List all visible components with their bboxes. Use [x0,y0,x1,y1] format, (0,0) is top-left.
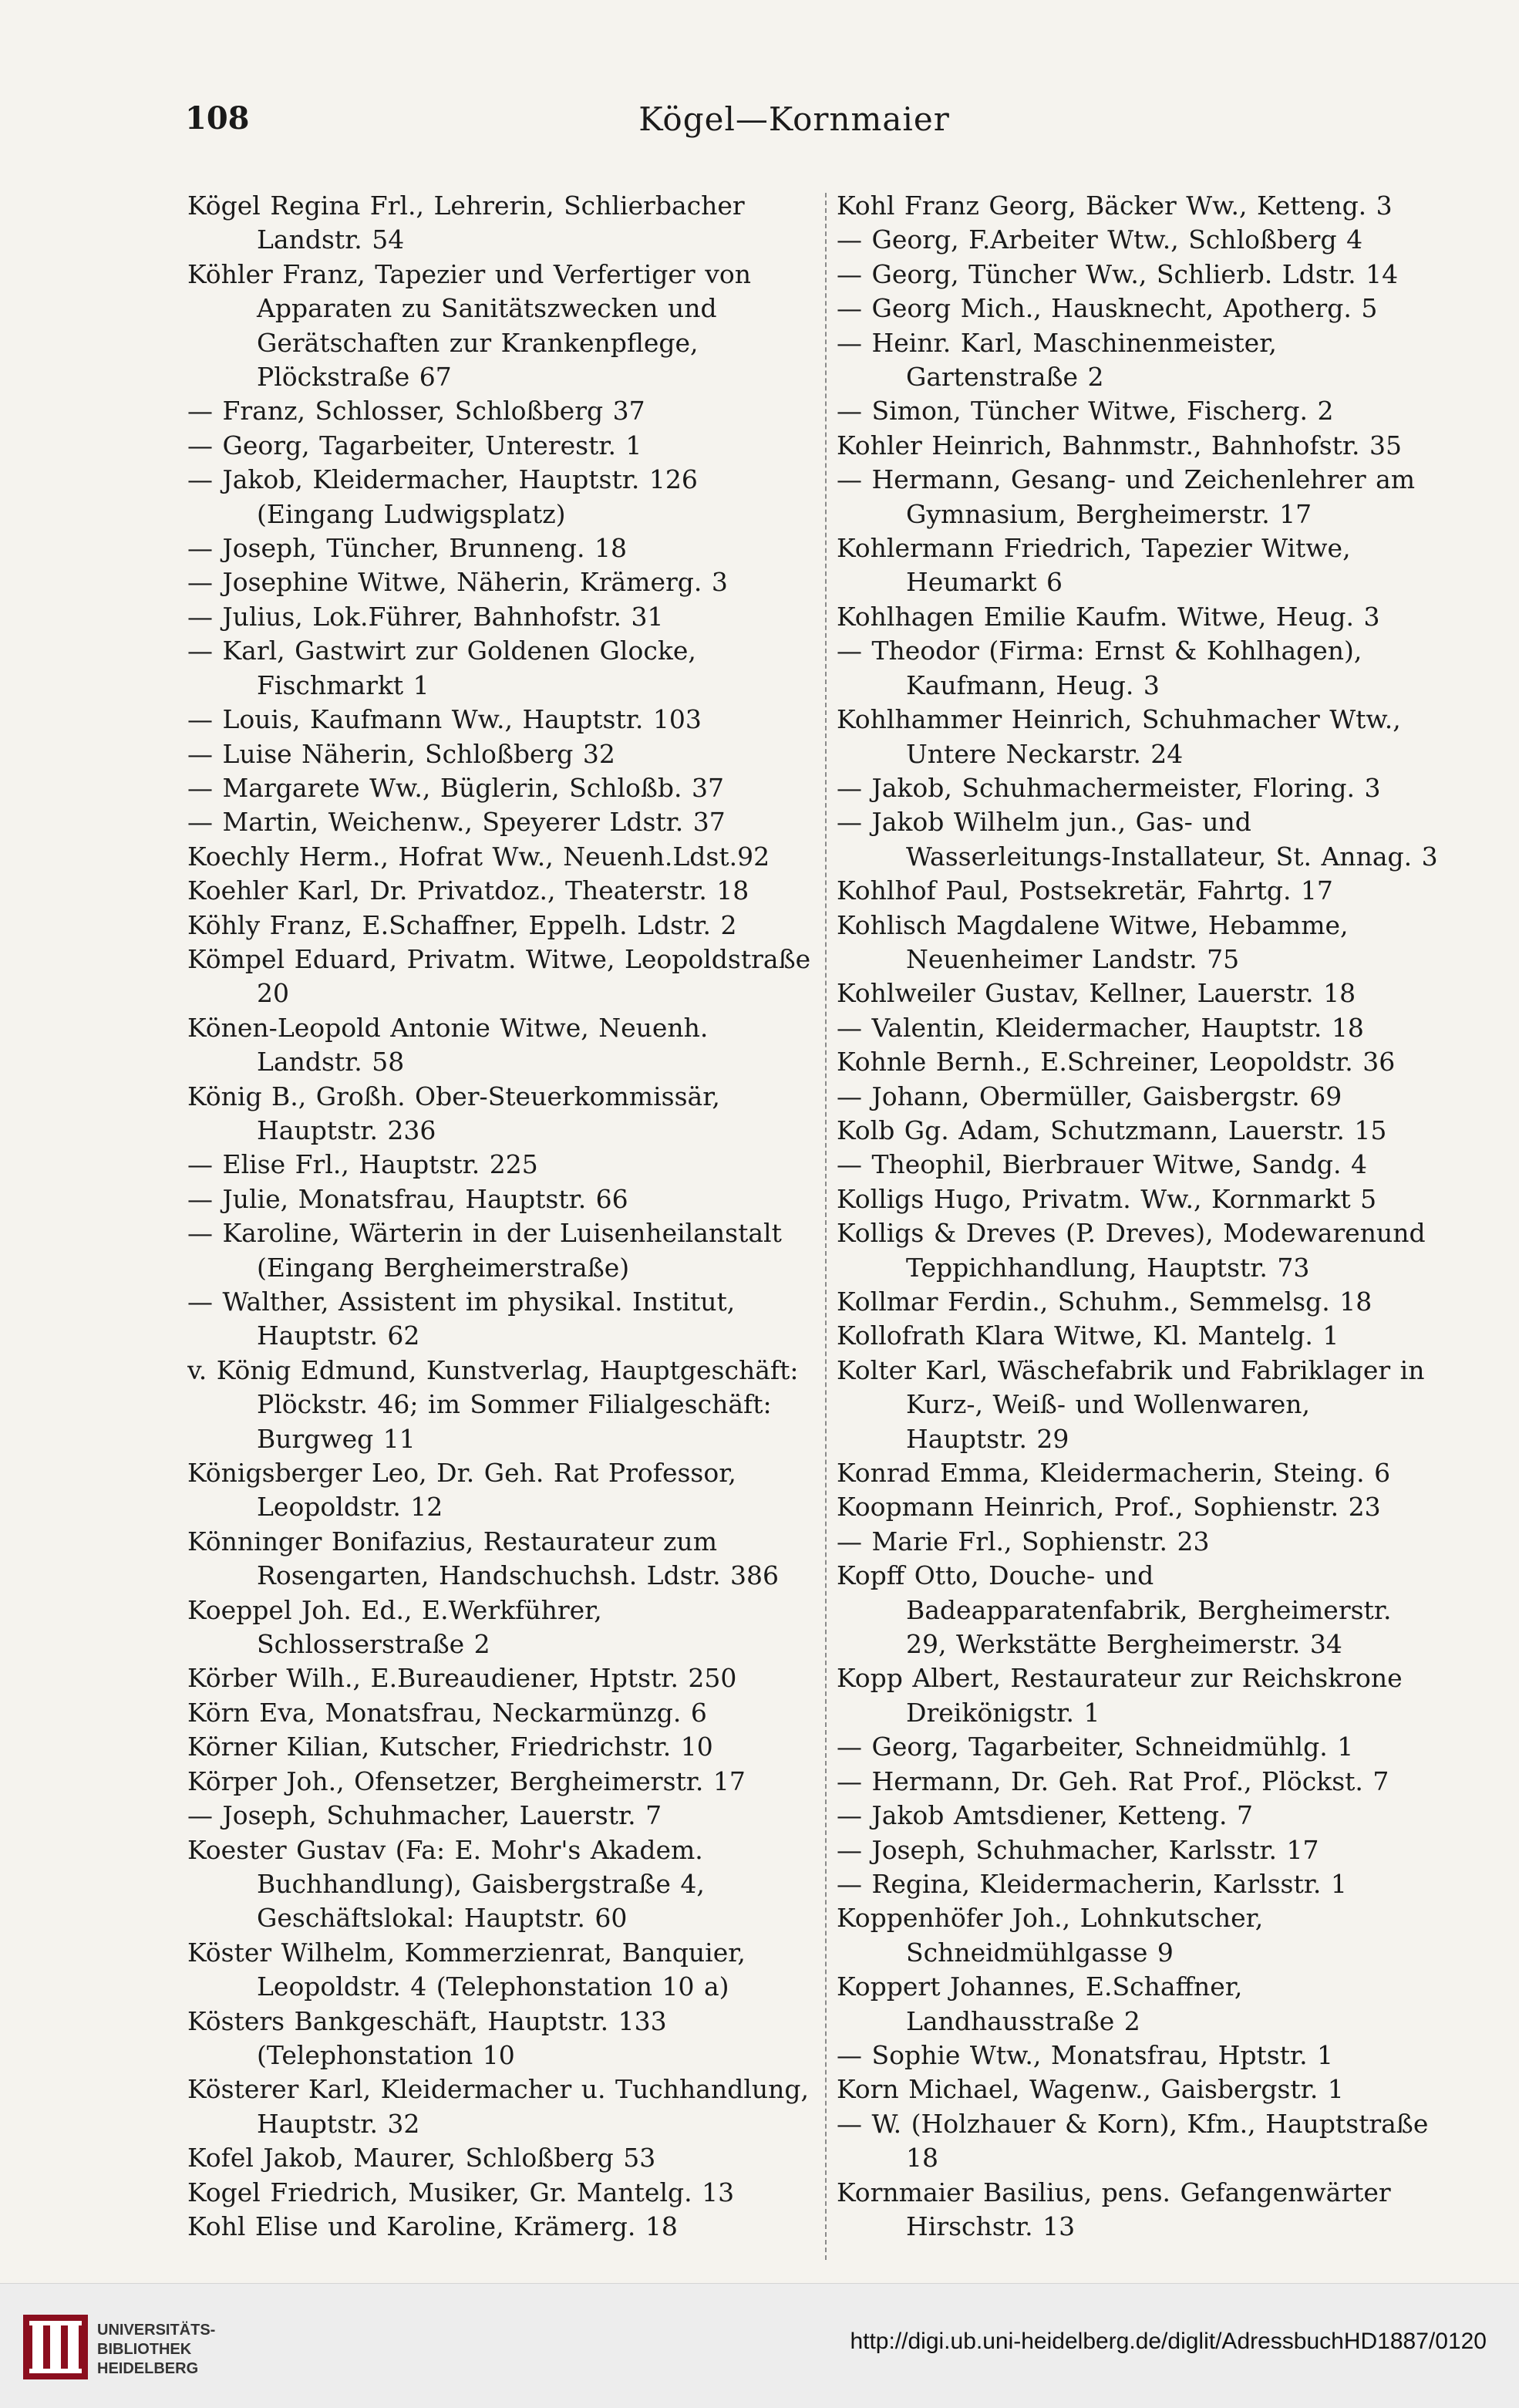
directory-entry: Körper Joh., Ofensetzer, Bergheimerstr. 17 [187,1766,746,1796]
page-header [185,100,1403,147]
footer-bar [0,2283,1519,2408]
left-column [187,189,812,2264]
directory-entry: Könninger Bonifazius, Restaurateur zum Rosengarten, Handschuchsh. Ldstr. 386 [187,1526,780,1591]
directory-entry: — Regina, Kleidermacherin, Karlsstr. 1 [837,1868,1347,1899]
directory-entry: — Georg, F.Arbeiter Wtw., Schloßberg 4 [837,224,1363,255]
directory-entry: Koeppel Joh. Ed., E.Werkführer, Schlosserstraße 2 [187,1594,602,1660]
directory-entry: Kogel Friedrich, Musiker, Gr. Mantelg. 13 [187,2177,735,2207]
directory-entry: Kolligs Hugo, Privatm. Ww., Kornmarkt 5 [837,1183,1377,1214]
directory-entry: — Sophie Wtw., Monatsfrau, Hptstr. 1 [837,2039,1334,2070]
directory-entry: Königsberger Leo, Dr. Geh. Rat Professor, Leopoldstr. 12 [187,1458,736,1523]
directory-entry: — Julius, Lok.Führer, Bahnhofstr. 31 [187,601,664,632]
directory-entry: Kornmaier Basilius, pens. Gefangenwärter Hirschstr. 13 [837,2177,1391,2241]
directory-entry: Kolter Karl, Wäschefabrik und Fabriklager in Kurz-, Weiß- und Wollenwaren, Hauptstr. 29 [837,1354,1425,1454]
directory-entry: — Walther, Assistent im physikal. Institut, Hauptstr. 62 [187,1287,736,1351]
directory-entry: — Jakob, Kleidermacher, Hauptstr. 126 (Eingang Ludwigsplatz) [187,464,698,529]
directory-entry: Kohnle Bernh., E.Schreiner, Leopoldstr. 36 [837,1047,1396,1078]
directory-entry: Kohl Franz Georg, Bäcker Ww., Ketteng. 3 [837,191,1393,221]
directory-entry: — Georg, Tagarbeiter, Schneidmühlg. 1 [837,1732,1354,1762]
directory-entry: — Joseph, Tüncher, Brunneng. 18 [187,533,627,564]
directory-entry: — Julie, Monatsfrau, Hauptstr. 66 [187,1183,628,1214]
directory-entry: — Karl, Gastwirt zur Goldenen Glocke, Fischmarkt 1 [187,636,696,700]
source-url-link[interactable]: http://digi.ub.uni-heidelberg.de/diglit/AdressbuchHD1887/0120 [850,2329,1487,2354]
directory-entry: — Louis, Kaufmann Ww., Hauptstr. 103 [187,704,702,735]
directory-entry: — Elise Frl., Hauptstr. 225 [187,1149,538,1180]
directory-entry: Kohler Heinrich, Bahnmstr., Bahnhofstr. 35 [837,430,1403,460]
directory-entry: Kösters Bankgeschäft, Hauptstr. 133 (Telephonstation 10 [187,2005,667,2070]
column-divider [825,193,827,2260]
directory-entry: v. König Edmund, Kunstverlag, Hauptgeschäft: Plöckstr. 46; im Sommer Filialgeschäft: Burgweg 11 [187,1354,799,1454]
directory-entry: Kohlweiler Gustav, Kellner, Lauerstr. 18 [837,978,1356,1009]
directory-entry: — Simon, Tüncher Witwe, Fischerg. 2 [837,396,1334,427]
directory-entry: — Georg Mich., Hausknecht, Apotherg. 5 [837,293,1378,324]
directory-entry: Kömpel Eduard, Privatm. Witwe, Leopoldstraße 20 [187,943,811,1009]
directory-entry: Kohlhammer Heinrich, Schuhmacher Wtw., Untere Neckarstr. 24 [837,704,1401,769]
directory-entry: Kopp Albert, Restaurateur zur Reichskrone Dreikönigstr. 1 [837,1663,1403,1728]
directory-entry: — Georg, Tagarbeiter, Unterestr. 1 [187,430,642,460]
directory-entry: Konrad Emma, Kleidermacherin, Steing. 6 [837,1458,1391,1489]
directory-entry: — Franz, Schlosser, Schloßberg 37 [187,396,645,427]
directory-entry: — Valentin, Kleidermacher, Hauptstr. 18 [837,1012,1364,1043]
directory-entry: Körn Eva, Monatsfrau, Neckarmünzg. 6 [187,1697,707,1728]
directory-entry: — W. (Holzhauer & Korn), Kfm., Hauptstraße 18 [837,2108,1429,2174]
directory-entry: — Jakob, Schuhmachermeister, Floring. 3 [837,772,1381,803]
directory-entry: — Jakob Wilhelm jun., Gas- und Wasserleitungs-Installateur, St. Annag. 3 [837,807,1438,872]
directory-entry: — Martin, Weichenw., Speyerer Ldstr. 37 [187,807,726,838]
directory-entry: Köhler Franz, Tapezier und Verfertiger von Apparaten zu Sanitätszwecken und Gerätschaften zur Krankenpflege, Plöckstraße 67 [187,258,751,393]
directory-entry: — Josephine Witwe, Näherin, Krämerg. 3 [187,567,728,598]
page-number: 108 [185,100,250,137]
directory-entry: — Hermann, Dr. Geh. Rat Prof., Plöckst. 7 [837,1766,1389,1796]
directory-entry: Kösterer Karl, Kleidermacher u. Tuchhandlung, Hauptstr. 32 [187,2074,809,2139]
directory-entry: Kopff Otto, Douche- und Badeapparatenfabrik, Bergheimerstr. 29, Werkstätte Bergheimerstr. 34 [837,1560,1392,1660]
directory-entry: — Joseph, Schuhmacher, Karlsstr. 17 [837,1834,1319,1865]
right-column [837,189,1438,2264]
directory-entry: König B., Großh. Ober-Steuerkommissär, Hauptstr. 236 [187,1081,720,1145]
directory-entry: Könen-Leopold Antonie Witwe, Neuenh. Landstr. 58 [187,1012,709,1078]
directory-entry: Körber Wilh., E.Bureaudiener, Hptstr. 250 [187,1663,737,1694]
directory-entry: Körner Kilian, Kutscher, Friedrichstr. 10 [187,1732,713,1762]
directory-entry: — Luise Näherin, Schloßberg 32 [187,738,615,769]
directory-entry: — Heinr. Karl, Maschinenmeister, Gartenstraße 2 [837,327,1277,393]
directory-entry: — Karoline, Wärterin in der Luisenheilanstalt (Eingang Bergheimerstraße) [187,1218,782,1283]
directory-entry: Köhly Franz, E.Schaffner, Eppelh. Ldstr. 2 [187,909,737,940]
directory-entry: Kohlisch Magdalene Witwe, Hebamme, Neuenheimer Landstr. 75 [837,909,1349,974]
directory-entry: Kofel Jakob, Maurer, Schloßberg 53 [187,2143,656,2174]
directory-entry: Kolb Gg. Adam, Schutzmann, Lauerstr. 15 [837,1115,1387,1145]
directory-entry: — Marie Frl., Sophienstr. 23 [837,1526,1210,1556]
directory-entry: Kögel Regina Frl., Lehrerin, Schlierbacher Landstr. 54 [187,191,745,255]
directory-entry: Kohlermann Friedrich, Tapezier Witwe, Heumarkt 6 [837,533,1351,598]
directory-entry: Koppenhöfer Joh., Lohnkutscher, Schneidmühlgasse 9 [837,1903,1264,1968]
directory-entry: Kolligs & Dreves (P. Dreves), Modewarenund Teppichhandlung, Hauptstr. 73 [837,1218,1426,1283]
directory-entry: Kohl Elise und Karoline, Krämerg. 18 [187,2211,678,2241]
university-library-logo-icon [23,2315,88,2379]
directory-entry: — Theodor (Firma: Ernst & Kohlhagen), Kaufmann, Heug. 3 [837,636,1362,700]
running-head: Kögel—Kornmaier [638,100,950,138]
directory-entry: Koehler Karl, Dr. Privatdoz., Theaterstr. 18 [187,875,749,906]
library-name: UNIVERSITÄTS- BIBLIOTHEK HEIDELBERG [97,2322,216,2377]
directory-entry: — Joseph, Schuhmacher, Lauerstr. 7 [187,1800,662,1831]
directory-entry: Koester Gustav (Fa: E. Mohr's Akadem. Buchhandlung), Gaisbergstraße 4, Geschäftslokal: Hauptstr. 60 [187,1834,705,1934]
directory-entry: Korn Michael, Wagenw., Gaisbergstr. 1 [837,2074,1344,2105]
directory-entry: Koopmann Heinrich, Prof., Sophienstr. 23 [837,1492,1381,1523]
directory-entry: — Theophil, Bierbrauer Witwe, Sandg. 4 [837,1149,1368,1180]
directory-entry: — Georg, Tüncher Ww., Schlierb. Ldstr. 14 [837,258,1399,289]
directory-entry: Köster Wilhelm, Kommerzienrat, Banquier, Leopoldstr. 4 (Telephonstation 10 a) [187,1937,746,2002]
directory-entry: — Jakob Amtsdiener, Ketteng. 7 [837,1800,1254,1831]
directory-entry: — Margarete Ww., Büglerin, Schloßb. 37 [187,772,725,803]
directory-entry: Kohlhof Paul, Postsekretär, Fahrtg. 17 [837,875,1333,906]
directory-entry: Koechly Herm., Hofrat Ww., Neuenh.Ldst.92 [187,841,770,872]
directory-entry: Kollmar Ferdin., Schuhm., Semmelsg. 18 [837,1287,1372,1317]
directory-entry: Koppert Johannes, E.Schaffner, Landhausstraße 2 [837,1971,1243,2036]
directory-entry: — Johann, Obermüller, Gaisbergstr. 69 [837,1081,1342,1111]
directory-entry: — Hermann, Gesang- und Zeichenlehrer am Gymnasium, Bergheimerstr. 17 [837,464,1416,529]
directory-entry: Kohlhagen Emilie Kaufm. Witwe, Heug. 3 [837,601,1380,632]
directory-entry: Kollofrath Klara Witwe, Kl. Mantelg. 1 [837,1320,1339,1351]
